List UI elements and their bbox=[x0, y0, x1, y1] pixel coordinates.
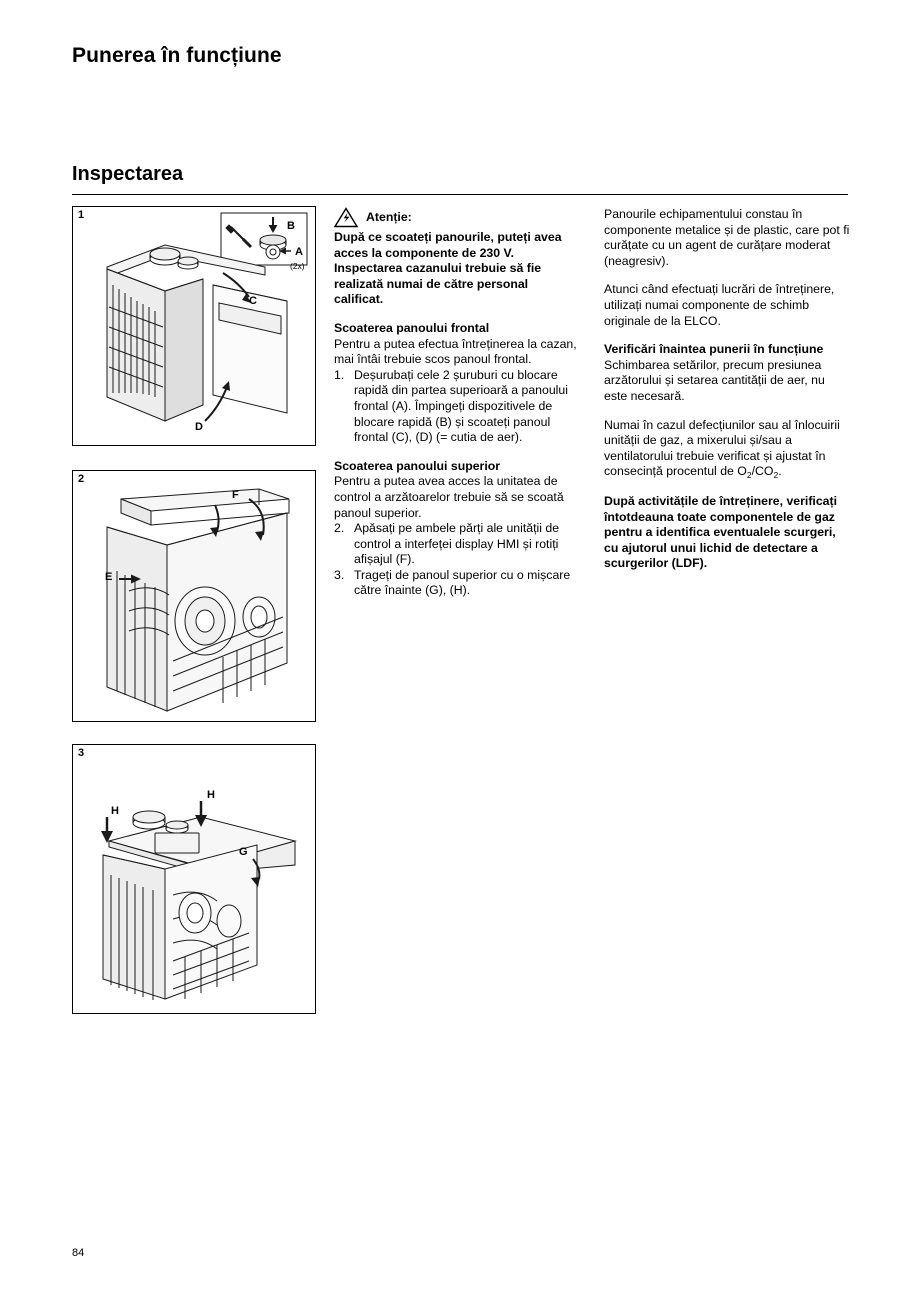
list-item bbox=[334, 368, 580, 446]
top-panel-steps bbox=[334, 521, 580, 599]
step-text: Deșurubați cele 2 șuruburi cu blocare rapidă din partea superioară a panoului frontal (A). Împingeți dispozitivele de blocare rapidă (B) și scoateți panoul frontal (C), (D) (= cutia de aer). bbox=[354, 367, 568, 445]
paragraph-spare-parts: Atunci când efectuați lucrări de întreținere, utilizați numai componente de schimb originale de la ELCO. bbox=[604, 282, 835, 328]
figure-1-label-D: D bbox=[195, 421, 203, 433]
co2-subscript: 2 bbox=[773, 470, 779, 481]
figure-3-label-H-right: H bbox=[207, 789, 215, 801]
figure-1-illustration bbox=[73, 207, 315, 445]
top-panel-heading: Scoaterea panoului superior bbox=[334, 458, 501, 473]
warning-triangle-icon bbox=[334, 207, 358, 228]
figure-2-label-E: E bbox=[105, 571, 113, 583]
figure-1 bbox=[72, 206, 316, 446]
paragraph-panels-material: Panourile echipamentului constau în componente metalice și de plastic, care pot fi curățate cu un agent de curățare moderat (neagresiv). bbox=[604, 207, 850, 268]
step-text: Apăsați pe ambele părți ale unității de control a interfeței display HMI și rotiți afișajul (F). bbox=[354, 521, 560, 567]
step-text: Trageți de panoul superior cu o mișcare către înainte (G), (H). bbox=[354, 567, 571, 598]
list-item bbox=[334, 568, 580, 599]
step-number: 2. bbox=[334, 521, 345, 536]
top-panel-text: Pentru a putea avea acces la unitatea de control a arzătoarelor trebuie să se scoată panoul superior. bbox=[334, 474, 564, 520]
step-number: 1. bbox=[334, 367, 345, 382]
section-title: Inspectarea bbox=[72, 163, 184, 185]
paragraph-gas-unit-b: /CO bbox=[751, 464, 774, 479]
figure-number: 1 bbox=[78, 209, 85, 221]
header-divider bbox=[72, 194, 848, 195]
paragraph-gas-unit-c: . bbox=[778, 464, 782, 479]
figure-2 bbox=[72, 470, 316, 722]
right-text-column bbox=[604, 207, 850, 585]
figure-3-label-G: G bbox=[239, 846, 248, 858]
figure-1-label-C: C bbox=[249, 295, 257, 307]
figure-3-illustration bbox=[73, 745, 315, 1013]
figure-number: 3 bbox=[78, 747, 85, 759]
step-number: 3. bbox=[334, 567, 345, 582]
checks-heading: Verificări înaintea punerii în funcțiune bbox=[604, 342, 824, 357]
figure-number: 2 bbox=[78, 473, 85, 485]
page-title: Punerea în funcțiune bbox=[72, 44, 282, 67]
figure-1-label-2x: (2x) bbox=[290, 261, 305, 271]
warning-text: După ce scoateți panourile, puteți avea acces la componente de 230 V. Inspectarea cazanului trebuie să fie realizată numai de către personal calificat. bbox=[334, 230, 562, 307]
front-panel-text: Pentru a putea efectua întreținerea la cazan, mai întâi trebuie scos panoul frontal. bbox=[334, 336, 577, 367]
middle-text-column bbox=[334, 207, 580, 599]
paragraph-settings: Schimbarea setărilor, precum presiunea arzătorului și setarea cantității de aer, nu este necesară. bbox=[604, 357, 825, 403]
o2-subscript: 2 bbox=[746, 470, 752, 481]
warning-title: Atenție: bbox=[366, 209, 412, 224]
front-panel-heading: Scoaterea panoului frontal bbox=[334, 320, 490, 335]
figure-3-label-H-left: H bbox=[111, 805, 119, 817]
warning-row bbox=[334, 207, 580, 228]
figure-1-label-B: B bbox=[287, 220, 295, 232]
paragraph-gas-unit bbox=[604, 418, 850, 481]
figure-2-illustration bbox=[73, 471, 315, 721]
paragraph-leak-check: După activitățile de întreținere, verificați întotdeauna toate componentele de gaz pentru a identifica eventualele scurgeri, cu ajutorul unui lichid de detectare a scurgerilor (LDF). bbox=[604, 493, 838, 571]
list-item bbox=[334, 521, 580, 568]
paragraph-gas-unit-a: Numai în cazul defecțiunilor sau al înlocuirii unității de gaz, a mixerului și/sau a ventilatorului trebuie verificat și ajustat în consecință procentul de O bbox=[604, 417, 840, 479]
figure-3 bbox=[72, 744, 316, 1014]
front-panel-steps bbox=[334, 368, 580, 446]
figure-2-label-F: F bbox=[232, 489, 239, 501]
page-number: 84 bbox=[72, 1247, 85, 1259]
figure-1-label-A: A bbox=[295, 246, 303, 258]
